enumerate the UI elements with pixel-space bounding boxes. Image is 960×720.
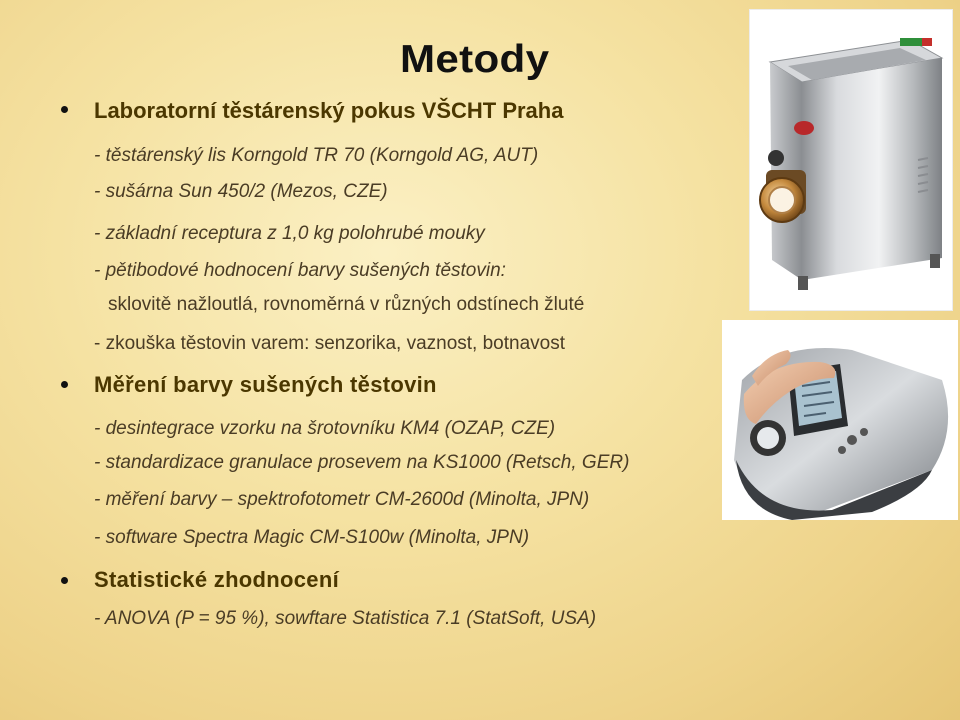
list-item: - měření barvy – spektrofotometr CM-2600d (Minolta, JPN) [94,489,590,510]
bullet-marker [61,577,68,584]
pasta-press-image [750,10,952,310]
list-item: - těstárenský lis Korngold TR 70 (Korngold AG, AUT) [94,145,539,166]
list-item: - software Spectra Magic CM-S100w (Minolta, JPN) [94,527,530,548]
spectrophotometer-image [722,320,958,520]
list-item: - standardizace granulace prosevem na KS1000 (Retsch, GER) [94,452,630,473]
list-item: - ANOVA (P = 95 %), sowftare Statistica 7.1 (StatSoft, USA) [94,608,597,629]
list-item: - zkouška těstovin varem: senzorika, vaznost, botnavost [94,333,565,354]
section-heading-lab: Laboratorní těstárenský pokus VŠCHT Praha [94,98,564,123]
list-item: - sušárna Sun 450/2 (Mezos, CZE) [94,181,388,202]
list-item: - desintegrace vzorku na šrotovníku KM4 (OZAP, CZE) [94,418,556,439]
list-item: - pětibodové hodnocení barvy sušených těstovin: [94,260,506,281]
section-heading-stats: Statistické zhodnocení [94,567,339,592]
list-item: sklovitě nažloutlá, rovnoměrná v různých odstínech žluté [108,294,585,315]
bullet-marker [61,381,68,388]
section-heading-color: Měření barvy sušených těstovin [94,372,437,397]
page-title: Metody [400,38,550,81]
bullet-marker [61,106,68,113]
list-item: - základní receptura z 1,0 kg polohrubé mouky [94,223,485,244]
